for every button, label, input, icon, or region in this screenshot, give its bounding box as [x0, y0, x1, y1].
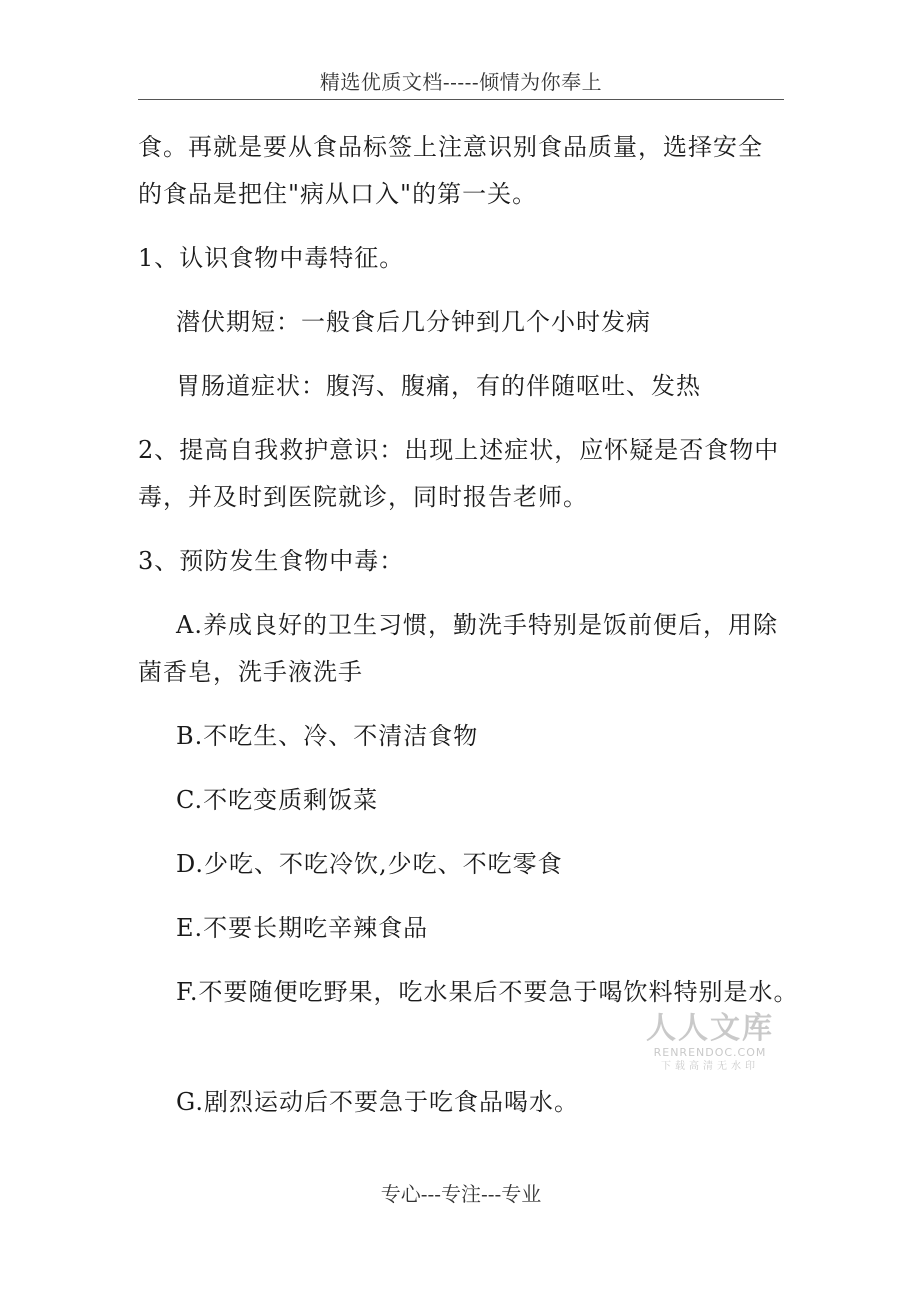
list-item-a: A.养成良好的卫生习惯，勤洗手特别是饭前便后，用除 — [176, 611, 778, 639]
watermark — [645, 1012, 775, 1074]
body-line: 菌香皂，洗手液洗手 — [138, 658, 363, 686]
list-heading-3: 3、预防发生食物中毒： — [138, 547, 405, 575]
watermark-tagline: 下载高清无水印 — [661, 1061, 759, 1072]
body-line: 的食品是把住"病从口入"的第一关。 — [138, 180, 538, 208]
list-heading-2: 2、提高自我救护意识：出现上述症状，应怀疑是否食物中 — [138, 436, 780, 464]
list-item-e: E.不要长期吃辛辣食品 — [176, 914, 429, 942]
body-line: 潜伏期短：一般食后几分钟到几个小时发病 — [176, 308, 651, 336]
body-line: 食。再就是要从食品标签上注意识别食品质量，选择安全 — [138, 133, 763, 161]
body-line: 毒，并及时到医院就诊，同时报告老师。 — [138, 483, 588, 511]
list-item-b: B.不吃生、冷、不清洁食物 — [176, 722, 479, 750]
list-heading-1: 1、认识食物中毒特征。 — [138, 244, 405, 272]
page-footer: 专心---专注---专业 — [380, 1182, 542, 1206]
watermark-site: RENRENDOC.COM — [653, 1046, 767, 1059]
watermark-logo-text: 人人文库 — [646, 1011, 774, 1046]
list-item-g: G.剧烈运动后不要急于吃食品喝水。 — [176, 1088, 579, 1116]
header-divider — [138, 99, 784, 100]
page-header: 精选优质文档-----倾情为你奉上 — [319, 70, 603, 94]
body-line: 胃肠道症状：腹泻、腹痛，有的伴随呕吐、发热 — [176, 372, 701, 400]
list-item-c: C.不吃变质剩饭菜 — [176, 786, 379, 814]
list-item-f: F.不要随便吃野果，吃水果后不要急于喝饮料特别是水。 — [176, 978, 799, 1006]
list-item-d: D.少吃、不吃冷饮,少吃、不吃零食 — [176, 850, 563, 878]
